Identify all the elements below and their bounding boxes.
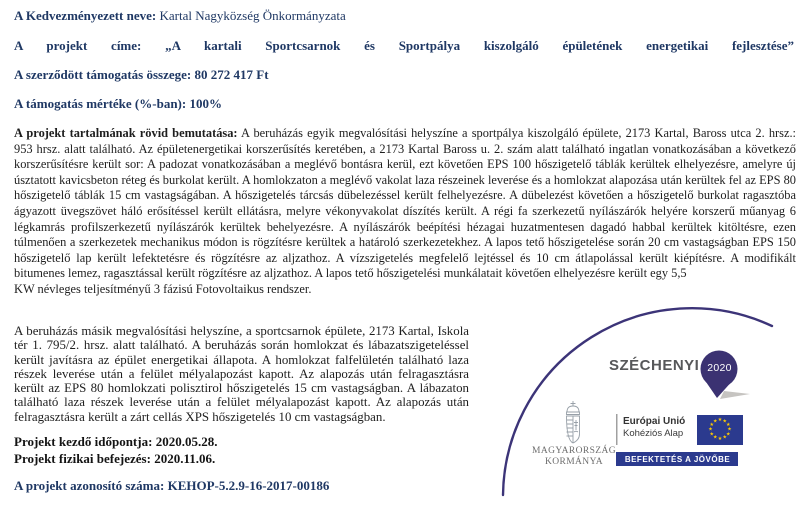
government-wordmark-line1: MAGYARORSZÁG	[532, 446, 616, 456]
project-summary-label: A projekt tartalmának rövid bemutatása:	[14, 126, 238, 140]
investment-banner: BEFEKTETÉS A JÖVŐBE	[624, 455, 731, 464]
eu-star-icon: ★	[722, 435, 727, 441]
grant-amount-row	[14, 67, 794, 83]
government-wordmark-line2: KORMÁNYA	[544, 456, 604, 467]
support-rate-row	[14, 96, 794, 112]
pin-year-label: 2020	[707, 362, 732, 374]
eu-fund-label: Kohéziós Alap	[623, 428, 684, 439]
beneficiary-row	[14, 8, 794, 24]
project-dates-block	[14, 434, 217, 467]
project-id-label: A projekt azonosító száma:	[14, 478, 165, 493]
eu-star-icon: ★	[717, 437, 723, 442]
eu-star-icon: ★	[725, 432, 731, 438]
project-title-value: „A kartali Sportcsarnok és Sportpálya kiszolgáló épületének energetikai fejlesztése”	[165, 38, 795, 53]
project-finish-value: 2020.11.06.	[154, 450, 216, 466]
eu-star-icon: ★	[725, 422, 731, 428]
project-summary-paragraph	[14, 126, 796, 298]
szechenyi-wordmark: SZÉCHENYI	[609, 357, 700, 374]
eu-star-icon: ★	[727, 427, 732, 433]
project-finish-label: Projekt fizikai befejezés:	[14, 450, 151, 466]
project-finish-row	[14, 451, 217, 468]
pin-shadow	[720, 391, 750, 399]
eu-star-icon: ★	[709, 432, 715, 438]
support-rate-value: 100%	[189, 96, 222, 111]
beneficiary-value: Kartal Nagyközség Önkormányzata	[159, 8, 346, 23]
eu-star-icon: ★	[713, 419, 718, 425]
project-title-label: A projekt címe:	[14, 38, 142, 53]
project-summary-text: A beruházás egyik megvalósítási helyszíne a sportpálya kiszolgáló épülete, 2173 Kartal, Baross utca 2. hrsz.: 953 hrsz. alatt található. Az épületenergetikai korszerűsítés keretében, a 2173 Kartal Baross u. 2. szám alatt található ingatlan vonatkozásában a következő korszerűsítésre került sor: A padozat vonatkozásában a meglévő bontásra kerül, ezt követően EPS 100 hőszigetelő táblák kerültek elhelyezésre, amelyre új úsztatott kavicsbeton réteg és burkolat került. A homlokzaton a meglévő vakolat laza részeinek leverése és a homlokzat alapozása után kerültek fel az EPS 80 hőszigetelő táblák 15 cm vastagságában. A hőszigetelés tárcsás dübelezéssel került felhelyezésre. A dübelezést követően a hőszigetelő burkolat ragasztóba ágyazott üvegszövet háló erősítéssel került ellátásra, melyre vékonyvakolat díszítés került. A régi fa szerkezetű nyílászárók helyére korszerű műanyag 6 légkamrás profilszerkezetű nyílászárók kerültek behelyezésre. A nyílászárók beépítési hézagai huzatmentesen dagadó habbal kerültek kitöltésre, ezen túlmenően a szerkezetek mechanikus módon is rögzítésre kerültek a határoló szerkezetekhez. A lapos tető hőszigetelése során 20 cm vastagságban EPS 150 hőszigetelő lap került lefektetésre és rögzítésre az aljzathoz. A vízszigetelés megfelelő lejtéssel és 10 cm átlapolással került kiépítésre. A modifikált bitumenes lemez, ragasztással került rögzítésre az aljzathoz. A lapos tető hőszigetelési munkálatait követően elhelyezésre került egy 5,5	[14, 126, 796, 281]
support-rate-label: A támogatás mértéke (%-ban):	[14, 96, 187, 111]
government-wordmark	[532, 446, 616, 467]
project-id-value: KEHOP-5.2.9-16-2017-00186	[167, 478, 330, 493]
eu-star-icon: ★	[717, 418, 723, 423]
eu-separator-line	[616, 414, 618, 445]
project-start-row	[14, 434, 217, 451]
project-id-row	[14, 478, 329, 494]
eu-name-label: Európai Unió	[623, 416, 686, 427]
project-start-value: 2020.05.28.	[155, 434, 218, 449]
eu-star-icon: ★	[708, 427, 713, 433]
eu-star-icon: ★	[709, 422, 715, 428]
eu-star-icon: ★	[722, 419, 727, 425]
grant-amount-value: 80 272 417 Ft	[194, 67, 269, 82]
logo-shapes-canvas	[480, 295, 800, 513]
project-summary-text-continuation: KW névleges teljesítményű 3 fázisú Fotovoltaikus rendszer.	[14, 281, 312, 296]
project-title-row	[14, 38, 794, 54]
beneficiary-label: A Kedvezményezett neve:	[14, 8, 157, 23]
eu-star-icon: ★	[713, 435, 718, 441]
project-start-label: Projekt kezdő időpontja:	[14, 434, 153, 449]
second-location-paragraph: A beruházás másik megvalósítási helyszíne, a sportcsarnok épülete, 2173 Kartal, Iskola tér 1. 795/2. hrsz. alatt található. A beruházás során homlokzat és lábazatszigeteléssel került javításra az épület energetikai állapota. A homlokzat falfelületén található laza részek leverése után a felület mélyalapozást kapott. Az alapozás után felragasztásra került az EPS 80 homlokzati polisztirol hőszigetelés 15 cm vastagságban. A lábazaton található laza részek leverése után a felület mélyalapozást kapott. Az alapozás után felragasztásra került a zárt cellás XPS hőszigetelés 10 cm vastagságban.	[14, 324, 469, 424]
hungary-coat-of-arms-icon	[567, 401, 580, 443]
grant-amount-label: A szerződött támogatás összege:	[14, 67, 192, 82]
